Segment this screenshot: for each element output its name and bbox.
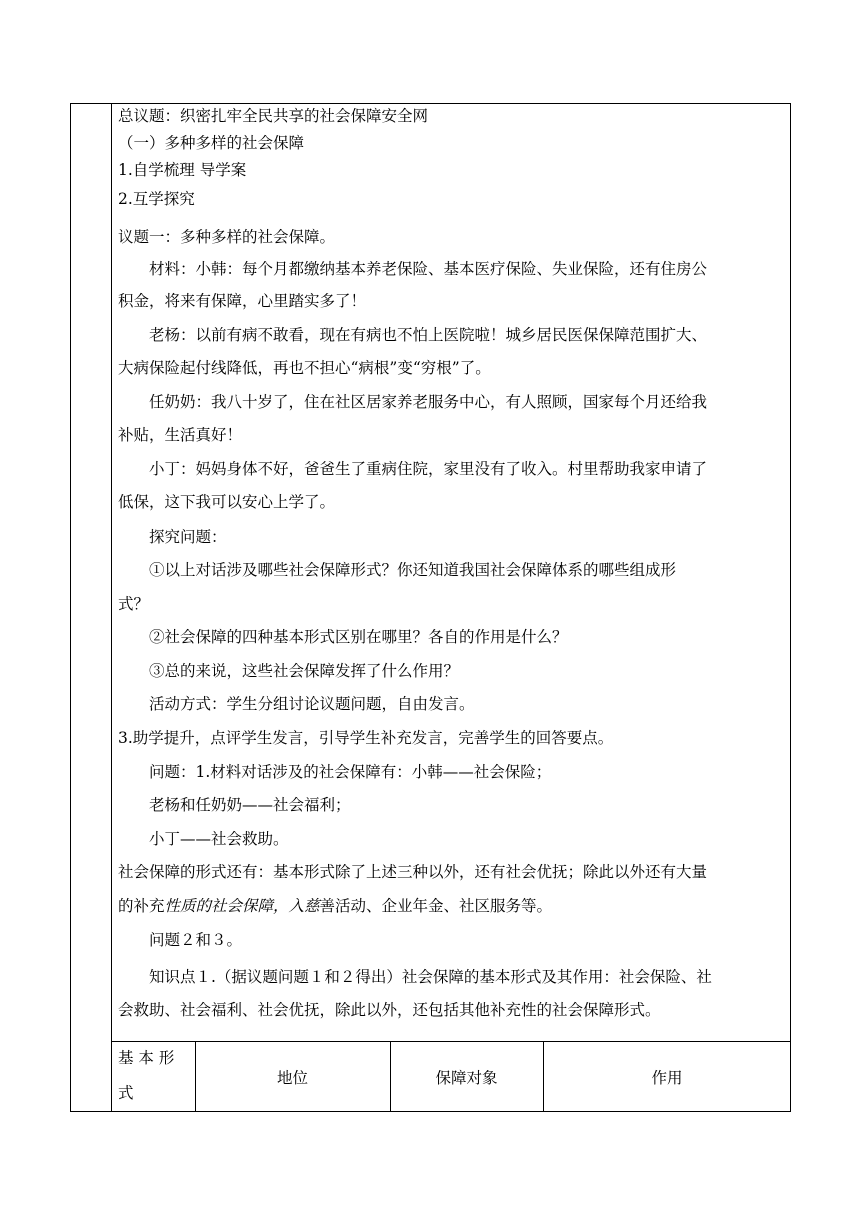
material-xiaohan-line2: 积金，将来有保障，心里踏实多了！ (118, 292, 367, 310)
answer-1-laoyang: 老杨和任奶奶——社会福利； (149, 796, 351, 814)
table-header-function: 作用 (651, 1068, 683, 1087)
material-laoyang-line2: 大病保险起付线降低，再也不担心“病根”变“穷根”了。 (118, 359, 491, 377)
left-column-divider (111, 103, 112, 1112)
question-3: ③总的来说，这些社会保障发挥了什么作用？ (149, 662, 460, 680)
other-forms-part-a: 的补充 (118, 897, 165, 915)
knowledge-point-1-line2: 会救助、社会福利、社会优抚，除此以外，还包括其他补充性的社会保障形式。 (118, 1001, 661, 1019)
activity-method: 活动方式：学生分组讨论议题问题，自由发言。 (149, 695, 475, 713)
table-header-basic-form-line1: 基 本 形 (118, 1049, 175, 1067)
question-1-line2: 式？ (118, 595, 150, 613)
table-header-basic-form-line2: 式 (118, 1084, 134, 1102)
question-2: ②社会保障的四种基本形式区别在哪里？各自的作用是什么？ (149, 628, 568, 646)
page-table-frame (70, 103, 791, 1112)
step-self-study: 1.自学梳理 导学案 (118, 161, 247, 179)
table-header-coverage: 保障对象 (435, 1068, 498, 1087)
other-forms-line2 (118, 895, 552, 917)
other-forms-line1: 社会保障的形式还有：基本形式除了上述三种以外，还有社会优抚；除此以外还有大量 (118, 863, 708, 881)
step-guided-improvement: 3.助学提升，点评学生发言，引导学生补充发言，完善学生的回答要点。 (118, 729, 614, 747)
table-header-status: 地位 (276, 1068, 308, 1087)
question-1-line1: ①以上对话涉及哪些社会保障形式？你还知道我国社会保障体系的哪些组成形 (149, 561, 677, 579)
material-grandma-ren-line2: 补贴，生活真好！ (118, 426, 243, 444)
other-forms-part-c: 善活动、企业年金、社区服务等。 (319, 897, 553, 915)
answer-2-3: 问题２和３。 (149, 931, 243, 949)
inquiry-heading: 探究问题： (149, 528, 227, 546)
section-heading: （一）多种多样的社会保障 (118, 134, 305, 152)
material-grandma-ren-line1: 任奶奶：我八十岁了，住在社区居家养老服务中心，有人照顾，国家每个月还给我 (149, 393, 708, 411)
material-laoyang-line1: 老杨：以前有病不敢看，现在有病也不怕上医院啦！城乡居民医保保障范围扩大、 (149, 326, 708, 344)
topic-one: 议题一：多种多样的社会保障。 (118, 228, 336, 246)
knowledge-point-1-line1: 知识点１.（据议题问题１和２得出）社会保障的基本形式及其作用：社会保险、社 (149, 968, 712, 986)
material-xiaoding-line2: 低保，这下我可以安心上学了。 (118, 493, 336, 511)
main-topic-title: 总议题：织密扎牢全民共享的社会保障安全网 (118, 107, 429, 125)
step-mutual-study: 2.互学探究 (118, 190, 195, 208)
material-xiaoding-line1: 小丁：妈妈身体不好，爸爸生了重病住院，家里没有了收入。村里帮助我家申请了 (149, 460, 708, 478)
answer-1-xiaohan: 问题：1.材料对话涉及的社会保障有：小韩——社会保险； (149, 763, 552, 781)
other-forms-part-b: 性质的社会保障，入慈 (164, 897, 320, 915)
material-xiaohan-line1: 材料：小韩：每个月都缴纳基本养老保险、基本医疗保险、失业保险，还有住房公 (149, 260, 708, 278)
answer-1-xiaoding: 小丁——社会救助。 (149, 830, 289, 848)
